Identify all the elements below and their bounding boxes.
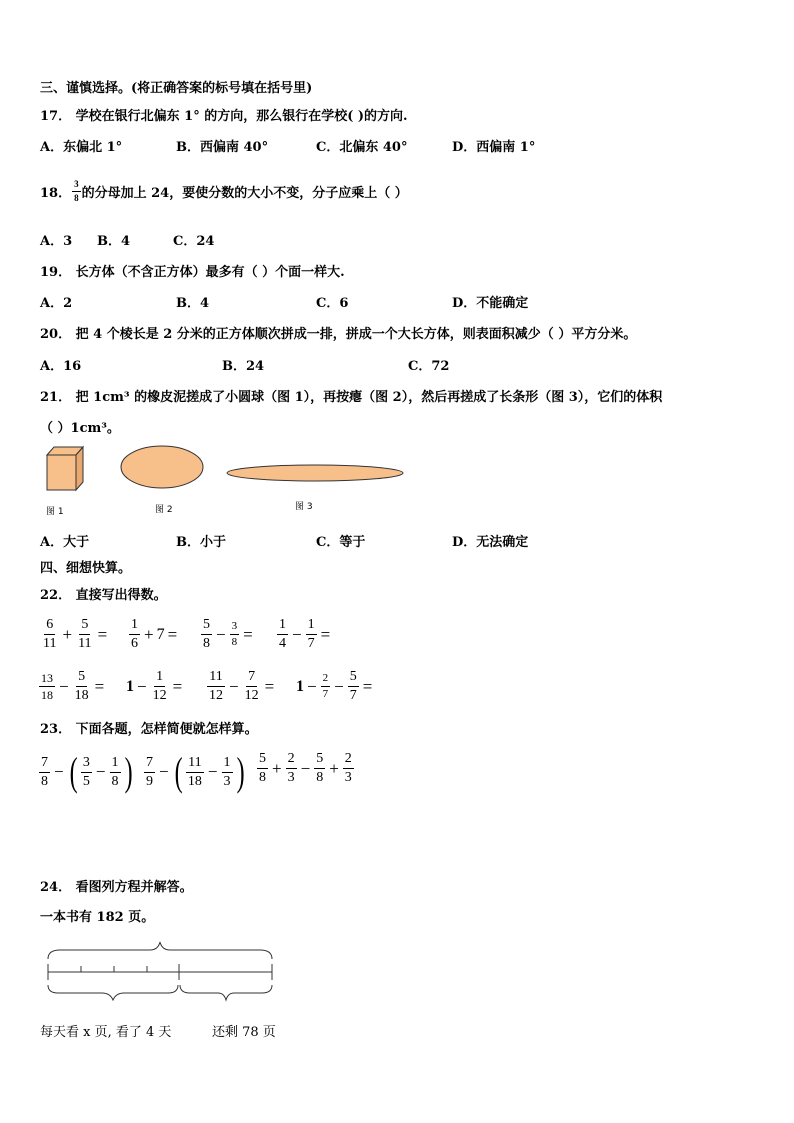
q24-diagram — [40, 938, 280, 1004]
q21-stem-line2: （ ）1cm³。 — [40, 421, 120, 436]
q24-line2: 一本书有 182 页。 — [40, 910, 155, 925]
figure3-label: 图 3 — [295, 502, 313, 512]
q18-option-b[interactable]: B．4 — [97, 234, 131, 249]
q17-stem: 17． 学校在银行北偏东 1° 的方向，那么银行在学校( )的方向. — [40, 109, 408, 124]
q22-expr-1: $\frac{6}{11}$ + $\frac{5}{11}$ = — [43, 617, 108, 651]
bottom-braces — [48, 985, 272, 1000]
top-brace — [48, 942, 272, 959]
q18-number: 18． — [40, 186, 72, 201]
q21-option-c[interactable]: C．等于 — [316, 535, 366, 550]
q21-stem: 21． 把 1cm³ 的橡皮泥搓成了小圆球（图 1），再按瘪（图 2），然后再搓成了长条形（图 3），它们的体积 — [40, 390, 663, 405]
q20-stem: 20． 把 4 个棱长是 2 分米的正方体顺次拼成一排，拼成一个大长方体，则表面积减少（ ）平方分米。 — [40, 327, 637, 342]
q21-option-b[interactable]: B．小于 — [176, 535, 226, 550]
q17-option-b[interactable]: B．西偏南 40° — [176, 140, 269, 155]
q21-option-a[interactable]: A．大于 — [40, 535, 90, 550]
q21-option-d[interactable]: D．无法确定 — [452, 535, 529, 550]
q22-expr-8: 1 − $\frac{2}{7}$ − $\frac{5}{7}$ = — [296, 669, 373, 703]
q20-option-a[interactable]: A．16 — [40, 359, 82, 374]
q18-option-a[interactable]: A．3 — [40, 234, 73, 249]
q22-expr-4: $\frac{1}{4}$ − $\frac{1}{7}$ = — [279, 617, 331, 651]
q22-expr-7: $\frac{11}{12}$ − $\frac{7}{12}$ = — [209, 669, 275, 703]
q23-expr-2: $\frac{7}{9}$ − ( $\frac{11}{18}$ − $\frac{1}{3}$ ) — [146, 749, 245, 794]
book-line — [48, 964, 272, 980]
q22-stem: 22． 直接写出得数。 — [40, 588, 167, 603]
figure2-ellipse — [121, 446, 203, 488]
q24-label-right: 还剩 78 页 — [212, 1025, 276, 1040]
q21-figures — [40, 444, 410, 516]
figure2-label: 图 2 — [155, 505, 173, 515]
q18-option-c[interactable]: C．24 — [173, 234, 215, 249]
q18-stem — [40, 180, 408, 203]
q19-option-c[interactable]: C．6 — [316, 296, 349, 311]
q23-stem: 23． 下面各题，怎样简便就怎样算。 — [40, 722, 258, 737]
figure1-cube — [47, 447, 83, 490]
figure3-strip — [227, 465, 403, 481]
q19-stem: 19． 长方体（不含正方体）最多有（ ）个面一样大. — [40, 265, 345, 280]
q24-stem: 24． 看图列方程并解答。 — [40, 880, 193, 895]
q17-option-a[interactable]: A．东偏北 1° — [40, 140, 123, 155]
q23-expr-3: $\frac{5}{8}$ + $\frac{2}{3}$ − $\frac{5}{8}$ + $\frac{2}{3}$ — [259, 751, 352, 785]
q19-option-a[interactable]: A．2 — [40, 296, 73, 311]
q23-expr-1: $\frac{7}{8}$ − ( $\frac{3}{5}$ − $\frac{1}{8}$ ) — [41, 749, 133, 794]
section3-title: 三、谨慎选择。(将正确答案的标号填在括号里) — [40, 81, 313, 96]
q20-option-b[interactable]: B．24 — [222, 359, 265, 374]
q22-expr-2: $\frac{1}{6}$ + 7 = — [131, 617, 178, 651]
q22-expr-6: 1 − $\frac{1}{12}$ = — [126, 669, 183, 703]
q19-option-d[interactable]: D．不能确定 — [452, 296, 529, 311]
q17-option-d[interactable]: D．西偏南 1° — [452, 140, 536, 155]
q17-option-c[interactable]: C．北偏东 40° — [316, 140, 408, 155]
q22-expr-3: $\frac{5}{8}$ − $\frac{3}{8}$ = — [203, 617, 253, 651]
section4-title: 四、细想快算。 — [40, 561, 132, 576]
q24-label-left: 每天看 x 页, 看了 4 天 — [40, 1025, 172, 1040]
q19-option-b[interactable]: B．4 — [176, 296, 210, 311]
q18-fraction: $\frac{3}{8}$ — [74, 179, 79, 203]
q20-option-c[interactable]: C．72 — [408, 359, 450, 374]
q22-expr-5: $\frac{13}{18}$ − $\frac{5}{18}$ = — [41, 669, 105, 703]
q18-text: 的分母加上 24，要使分数的大小不变，分子应乘上（ ） — [81, 186, 408, 201]
figure1-label: 图 1 — [46, 507, 64, 517]
